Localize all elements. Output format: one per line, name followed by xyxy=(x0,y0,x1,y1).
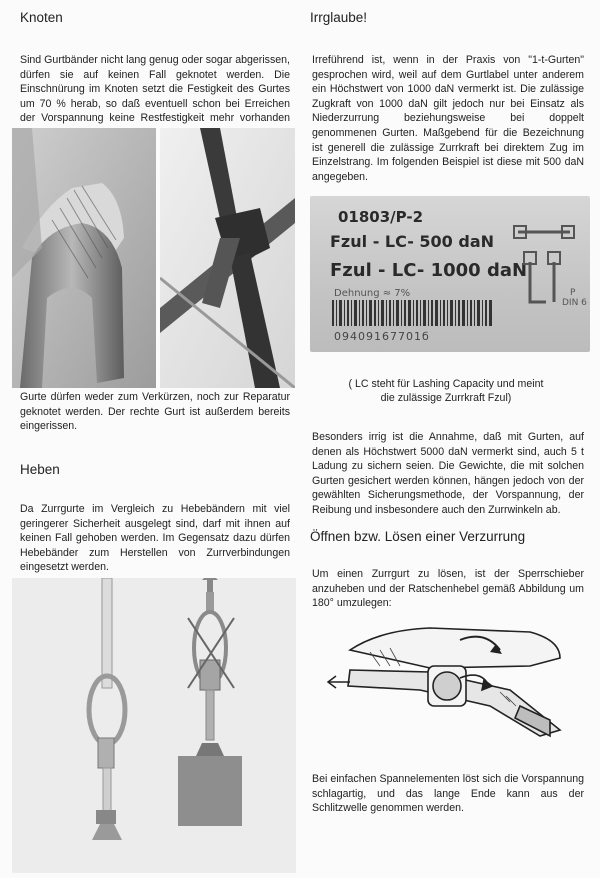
label-code: 01803/P-2 xyxy=(338,208,424,226)
label-barcode-number: 09409167701б xyxy=(334,330,430,343)
strap-assembly-icon xyxy=(510,222,580,312)
label-line-500: Fzul - LC- 500 daN xyxy=(330,232,495,251)
paragraph-final: Bei einfachen Spannelementen löst sich die Vorspannung schlagartig, und das lange Ende kann aus der Schlitzwelle genommen werden. xyxy=(312,773,584,815)
heading-oeffnen: Öffnen bzw. Lösen einer Verzurrung xyxy=(310,529,526,544)
paragraph-irrglaube: Irreführend ist, wenn in der Praxis von "1-t-Gurten" gesprochen wird, weil auf dem Gurtlabel unter anderem ein Höchstwert von 1000 daN vermerkt ist. Die zulässige Zugkraft von 1000 daN gilt jedoch nur bei Einsatz als Niederzurrung beziehungsweise bei doppelt genommenen Gurten. Maßgebend für die Bezeichnung ist generell die zulässige Zurrkraft bei direktem Zug im Einzelstrang. Im folgenden Beispiel ist diese mit 500 daN angegeben. xyxy=(312,54,584,183)
barcode-icon xyxy=(332,300,502,326)
lifting-illustration xyxy=(12,578,296,873)
knot-photo-right xyxy=(160,128,295,388)
heading-irrglaube: Irrglaube! xyxy=(310,10,368,25)
paragraph-knoten: Sind Gurtbänder nicht lang genug oder sogar abgerissen, dürfen sie auf keinen Fall geknotet werden. Die Einschnürung im Knoten setzt die Festigkeit des Gurtes um 70 % herab, so daß eventuell schon bei Erreichen der Vorspannung keine Restfestigkeit mehr vorhanden xyxy=(20,54,290,125)
knot-photo-left xyxy=(12,128,156,388)
caption-lc-line2: die zulässige Zurrkraft Fzul) xyxy=(380,392,512,404)
label-side-din: DIN 6 xyxy=(562,298,587,308)
heading-heben: Heben xyxy=(20,462,60,477)
heading-knoten: Knoten xyxy=(20,10,63,25)
strap-label-photo xyxy=(310,196,590,352)
label-dehnung: Dehnung ≈ 7% xyxy=(334,288,411,299)
paragraph-oeffnen: Um einen Zurrgurt zu lösen, ist der Sperrschieber anzuheben und der Ratschenhebel gemäß Abbildung um 180° umzulegen: xyxy=(312,568,584,610)
label-side-p: P xyxy=(570,288,576,298)
lifting-sling-figure xyxy=(89,578,125,840)
ratchet-illustration xyxy=(310,610,592,750)
paragraph-annahme: Besonders irrig ist die Annahme, daß mit Gurten, auf denen als Höchstwert 5000 daN vermerkt sind, auch 5 t Ladung zu sichern seien. Die Gewichte, die mit solchen Gurten gesichert werden können, hängen jedoch von der gewählten Sicherungsmethode, der Vorspannung, der Reibung und insbesondere auch den Zurrwinkeln ab. xyxy=(312,431,584,516)
caption-lc-line1: ( LC steht für Lashing Capacity und meint xyxy=(348,378,544,390)
lashing-strap-figure xyxy=(178,578,242,826)
paragraph-knoten-caption: Gurte dürfen weder zum Verkürzen, noch zur Reparatur geknotet werden. Der rechte Gurt ist außerdem bereits eingerissen. xyxy=(20,391,290,433)
paragraph-heben: Da Zurrgurte im Vergleich zu Hebebändern mit viel geringerer Sicherheit ausgelegt sind, darf mit ihnen auf keinen Fall gehoben werden. Im Gegensatz dazu dürfen Hebebänder zum Herstellen von Zurrverbindungen eingesetzt werden. xyxy=(20,503,290,574)
label-line-1000: Fzul - LC- 1000 daN xyxy=(330,260,528,281)
